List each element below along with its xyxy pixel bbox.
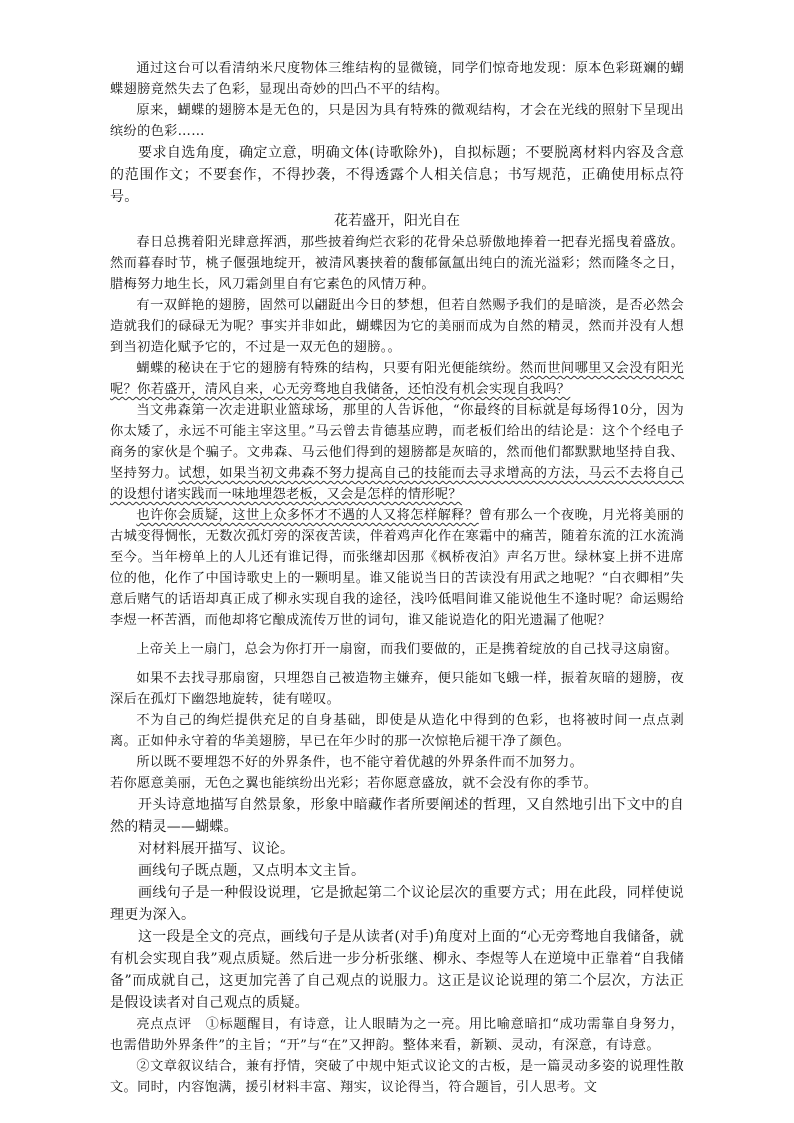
spacer: [110, 660, 684, 668]
essay-paragraph-6: 上帝关上一扇门，总会为你打开一扇窗，而我们要做的，正是携着绽放的自己找寻这扇窗。: [136, 642, 678, 657]
essay-paragraph-3-text: 蝴蝶的秘诀在于它的翅膀有特殊的结构，只要有阳光便能缤纷。: [136, 361, 520, 376]
underlined-thesis-sentence: 然而世间哪里又会没有阳光呢？你若盛开，清风自来，心无旁骛地自我储备，还怕没有机会实现自我吗？: [110, 361, 684, 397]
comment-1: 开头诗意地描写自然景象，形象中暗藏作者所要阐述的哲理，又自然地引出下文中的自然的精灵——蝴蝶。: [110, 797, 684, 835]
essay-paragraph-1: 春日总携着阳光肆意挥洒，那些披着绚烂衣彩的花骨朵总骄傲地捧着一把春光摇曳着盛放。然而暮春时节，桃子偃强地绽开，被清风裹挟着的馥郁氤氲出纯白的流光溢彩；然而隆冬之日，腊梅努力地生长，风刀霜剑里自有它素色的风情万种。: [110, 235, 684, 292]
essay-title: 花若盛开，阳光自在: [334, 213, 460, 229]
essay-paragraph-5: [110, 505, 684, 631]
comment-3: 画线句子既点题，又点明本文主旨。: [138, 863, 366, 879]
document-page: [110, 58, 684, 1098]
essay-paragraph-3: [110, 358, 684, 400]
essay-paragraph-4: [110, 400, 684, 505]
highlight-review-2: ②文章叙议结合，兼有抒情，突破了中规中矩式议论文的古板，是一篇灵动多姿的说理性散文。同时，内容饱满，援引材料丰富、翔实，议论得当，符合题旨，引人思考。文: [110, 1059, 684, 1095]
essay-paragraph-9: 所以既不要埋怨不好的外界条件，也不能守着优越的外界条件而不加努力。: [136, 755, 584, 770]
material-paragraph-1: 通过这台可以看清纳米尺度物体三维结构的显微镜，同学们惊奇地发现：原本色彩斑斓的蝴蝶翅膀竟然失去了色彩，显现出奇妙的凹凸不平的结构。: [110, 61, 684, 97]
writing-requirements: 要求自选角度，确定立意，明确文体(诗歌除外)，自拟标题；不要脱离材料内容及含意的范围作文；不要套作，不得抄袭，不得透露个人相关信息；书写规范，正确使用标点符号。: [110, 145, 684, 205]
comment-5: 这一段是全文的亮点，画线句子是从读者(对手)角度对上面的“心无旁骛地自我储备，就有机会实现自我”观点质疑。然后进一步分析张继、柳永、李煜等人在逆境中正靠着“自我储备”而成就自己，这更加完善了自己观点的说服力。这正是议论说理的第二个层次，方法正是假设读者对自己观点的质疑。: [110, 929, 684, 1011]
material-paragraph-2: 原来，蝴蝶的翅膀本是无色的，只是因为具有特殊的微观结构，才会在光线的照射下呈现出缤纷的色彩……: [110, 103, 684, 139]
essay-paragraph-5-text: 曾有那么一个夜晚，月光将美丽的古城变得惆怅，无数次孤灯旁的深夜苦读，伴着鸡声化作在寒霜中的痛苦，随着东流的江水流淌至今。当年榜单上的人儿还有谁记得，而张继却因那《枫桥夜泊》声名万世。绿林宴上拼不进席位的他，化作了中国诗歌史上的一颗明星。谁又能说当日的苦读没有用武之地呢？“白衣卿相”失意后赌气的话语却真正成了柳永实现自我的途径，浅吟低唱间谁又能说他生不逢时呢？命运赐给李煜一杯苦酒，而他却将它酿成流传万世的词句，谁又能说造化的阳光遗漏了他呢？: [110, 508, 685, 628]
spacer: [110, 631, 684, 639]
underlined-question-sentence: 也许你会质疑，这世上众多怀才不遇的人又将怎样解释？: [136, 508, 479, 523]
highlight-review-1: 亮点点评 ①标题醒目，有诗意，让人眼睛为之一亮。用比喻意暗扣“成功需靠自身努力，也需借助外界条件”的主旨；“开”与“在”又押韵。整体来看，新颖、灵动，有深意，有诗意。: [110, 1017, 684, 1053]
essay-paragraph-2: 有一双鲜艳的翅膀，固然可以翩跹出今日的梦想，但若自然赐予我们的是暗淡，是否必然会造就我们的碌碌无为呢？事实并非如此，蝴蝶因为它的美丽而成为自然的精灵，然而并没有人想到当初造化赋予它的，不过是一双无色的翅膀。。: [110, 298, 684, 355]
essay-paragraph-4-text: 当文弗森第一次走进职业篮球场，那里的人告诉他，“你最终的目标就是每场得10分，因为你太矮了，永远不可能主宰这里。”马云曾去肯德基应聘，而老板们给出的结论是：这个个经电子商务的家伙是个骗子。文弗森、马云他们得到的翅膀都是灰暗的，然而他们都默默地坚持自我、坚持努力。: [110, 403, 684, 481]
underlined-hypothesis-sentence: 试想，如果当初文弗森不努力提高自己的技能而去寻求增高的方法，马云不去将自己的设想付诸实践而一味地埋怨老板，又会是怎样的情形呢？: [110, 466, 685, 502]
essay-paragraph-7: 如果不去找寻那扇窗，只埋怨自己被造物主嫌弃，便只能如飞蛾一样，振着灰暗的翅膀，夜深后在孤灯下幽怨地旋转，徒有嗟叹。: [110, 671, 684, 707]
comment-4: 画线句子是一种假设说理，它是掀起第二个议论层次的重要方式；用在此段，同样使说理更为深入。: [110, 885, 684, 923]
comment-2: 对材料展开描写、议论。: [138, 841, 295, 857]
essay-paragraph-10: 若你愿意美丽，无色之翼也能缤纷出光彩；若你愿意盛放，就不会没有你的季节。: [110, 776, 598, 791]
essay-paragraph-8: 不为自己的绚烂提供充足的自身基础，即使是从造化中得到的色彩，也将被时间一点点剥离。正如仲永守着的华美翅膀，早已在年少时的那一次惊艳后褪干净了颜色。: [110, 713, 684, 749]
